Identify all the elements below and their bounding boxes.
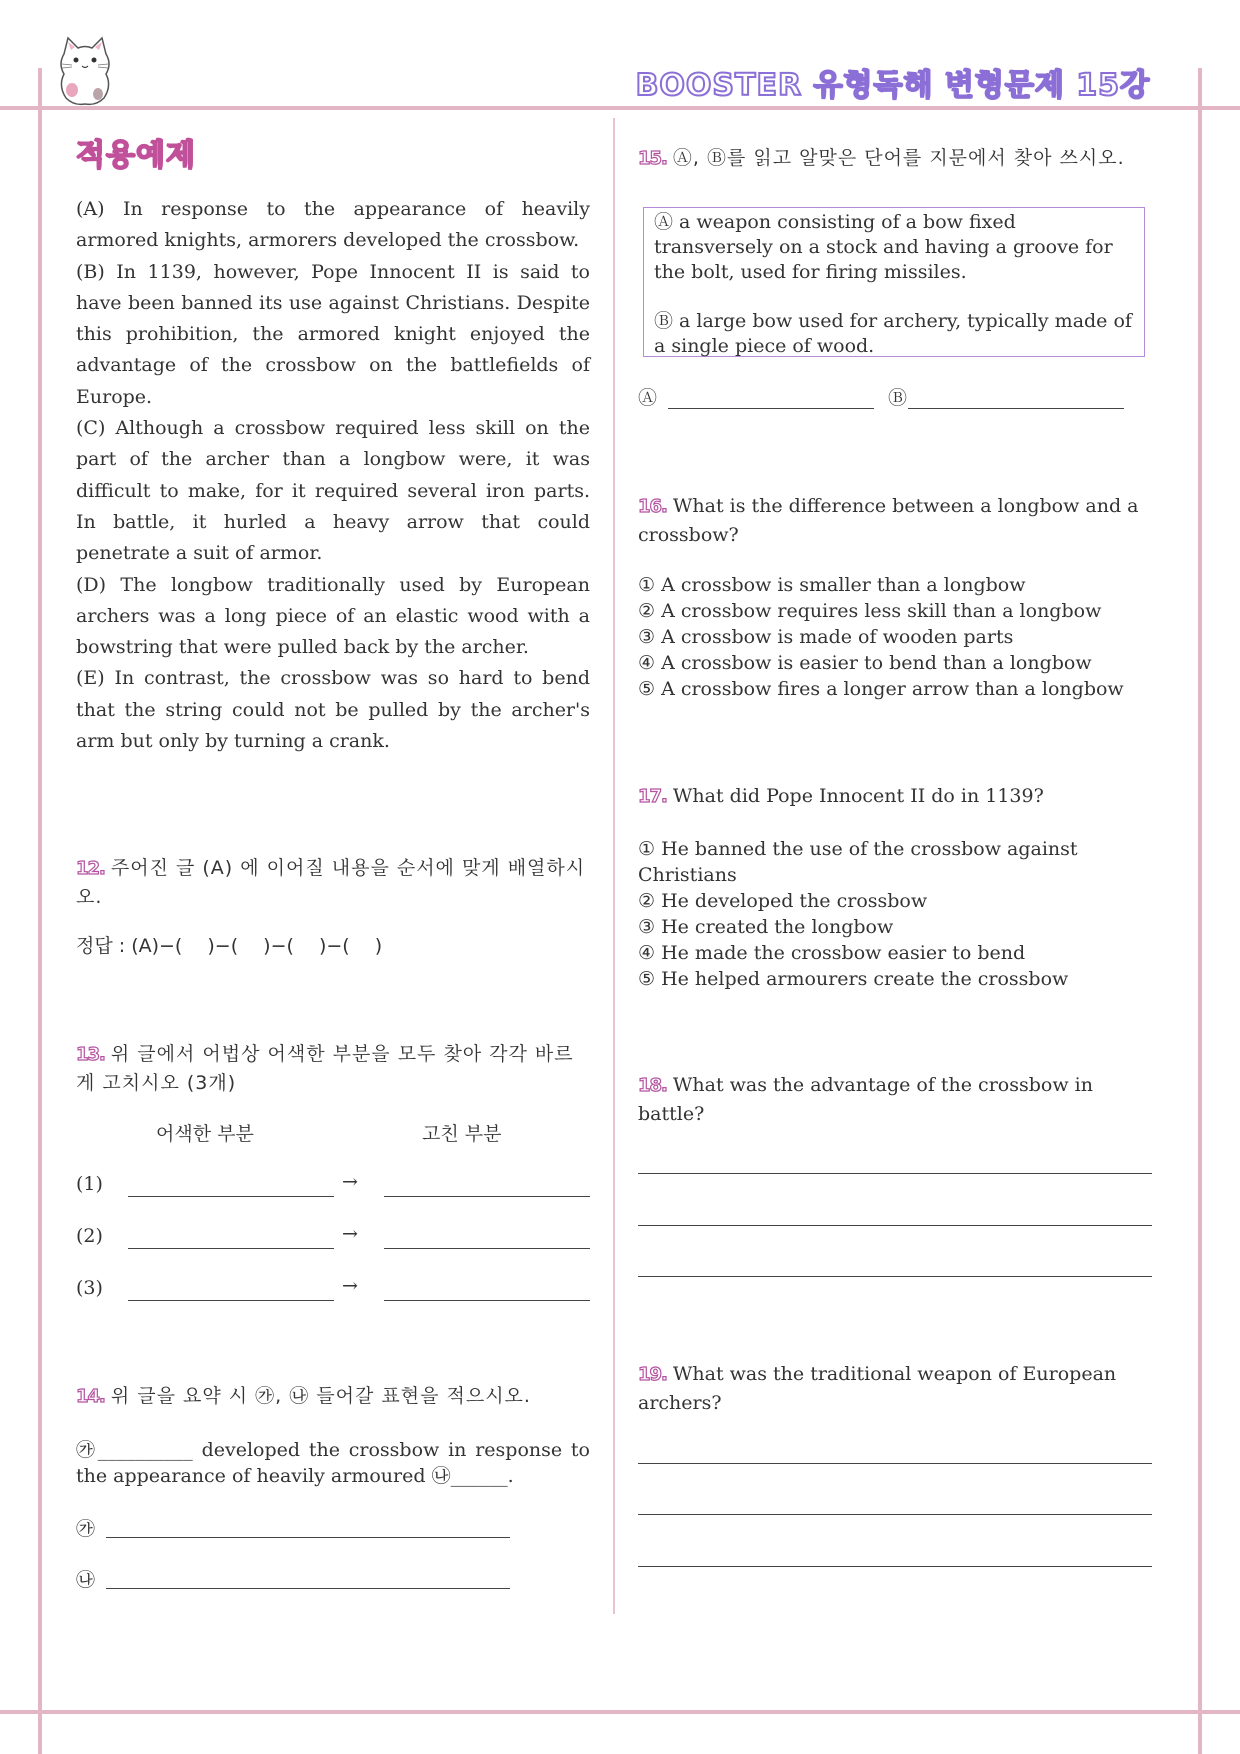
- question-text: What was the advantage of the crossbow in battle?: [638, 1074, 1093, 1125]
- question-text: What did Pope Innocent II do in 1139?: [672, 785, 1044, 807]
- definition-box: [643, 207, 1145, 357]
- reading-passage: [76, 194, 590, 757]
- choice-option[interactable]: ⑤ He helped armourers create the crossbow: [638, 968, 1069, 990]
- q13-row-label: (3): [76, 1277, 103, 1299]
- q18-answer-line[interactable]: [638, 1276, 1152, 1277]
- q13-column-wrong: 어색한 부분: [156, 1123, 254, 1145]
- choice-option[interactable]: ② A crossbow requires less skill than a longbow: [638, 600, 1102, 622]
- question-text: 주어진 글 (A) 에 이어질 내용을 순서에 맞게 배열하시오.: [76, 857, 586, 908]
- choice-option[interactable]: ① He banned the use of the crossbow against Christians: [638, 838, 1078, 886]
- question-number: 17.: [638, 786, 667, 807]
- frame-left-line: [38, 68, 42, 1754]
- passage-paragraph-d: (D) The longbow traditionally used by European archers was a long piece of an elastic wood with a bowstring that were pulled back by the archer.: [76, 573, 590, 659]
- q15-answer-b-blank[interactable]: [908, 408, 1124, 409]
- question-text: What was the traditional weapon of European archers?: [638, 1363, 1117, 1414]
- q18-answer-line[interactable]: [638, 1173, 1152, 1174]
- header-rule: [0, 106, 1240, 110]
- q15-label-b: Ⓑ: [888, 387, 908, 409]
- question-15: [638, 144, 1158, 173]
- choice-option[interactable]: ③ A crossbow is made of wooden parts: [638, 626, 1014, 648]
- arrow-icon: →: [342, 1171, 358, 1193]
- question-18: [638, 1071, 1118, 1128]
- choice-option[interactable]: ① A crossbow is smaller than a longbow: [638, 574, 1026, 596]
- question-number: 12.: [76, 858, 105, 879]
- question-number: 15.: [638, 148, 667, 169]
- q18-answer-line[interactable]: [638, 1225, 1152, 1226]
- cat-mascot-icon: [56, 34, 114, 106]
- q14-summary-sentence: ㉮__________ developed the crossbow in response to the appearance of heavily armoured ㉯______.: [76, 1439, 590, 1487]
- question-number: 19.: [638, 1364, 667, 1385]
- question-12: [76, 854, 590, 911]
- question-number: 14.: [76, 1386, 105, 1407]
- question-number: 13.: [76, 1044, 105, 1065]
- section-title: 적용예제: [76, 138, 196, 173]
- passage-paragraph-a: (A) In response to the appearance of heavily armored knights, armorers developed the crossbow.: [76, 198, 590, 252]
- choice-option[interactable]: ④ A crossbow is easier to bend than a longbow: [638, 652, 1092, 674]
- question-text: What is the difference between a longbow and a crossbow?: [638, 495, 1139, 546]
- question-number: 18.: [638, 1075, 667, 1096]
- choice-option[interactable]: ② He developed the crossbow: [638, 890, 928, 912]
- q13-row-label: (2): [76, 1225, 103, 1247]
- q13-fixed-blank[interactable]: [384, 1300, 590, 1301]
- q13-wrong-blank[interactable]: [128, 1300, 334, 1301]
- question-13: [76, 1040, 576, 1097]
- q14-answer-b-blank[interactable]: [106, 1588, 510, 1589]
- q16-choices: [638, 572, 1124, 702]
- choice-option[interactable]: ③ He created the longbow: [638, 916, 894, 938]
- q17-choices: [638, 836, 1098, 992]
- question-number: 16.: [638, 496, 667, 517]
- question-text: 위 글에서 어법상 어색한 부분을 모두 찾아 각각 바르게 고치시오 (3개): [76, 1043, 574, 1094]
- q19-answer-line[interactable]: [638, 1514, 1152, 1515]
- q14-answer-a-blank[interactable]: [106, 1537, 510, 1538]
- q13-wrong-blank[interactable]: [128, 1196, 334, 1197]
- question-text: 위 글을 요약 시 ㉮, ㉯ 들어갈 표현을 적으시오.: [110, 1385, 531, 1407]
- definition-a: Ⓐ a weapon consisting of a bow fixed transversely on a stock and having a groove for the bolt, used for firing missiles.: [654, 211, 1113, 283]
- q13-column-fixed: 고친 부분: [422, 1123, 502, 1145]
- arrow-icon: →: [342, 1223, 358, 1245]
- passage-paragraph-e: (E) In contrast, the crossbow was so hard to bend that the string could not be pulled by the archer's arm but only by turning a crank.: [76, 667, 590, 753]
- frame-right-line: [1198, 68, 1202, 1754]
- q13-fixed-blank[interactable]: [384, 1196, 590, 1197]
- question-14: [76, 1382, 590, 1411]
- question-text: Ⓐ, Ⓑ를 읽고 알맞은 단어를 지문에서 찾아 쓰시오.: [672, 147, 1125, 169]
- q15-label-a: Ⓐ: [638, 387, 658, 409]
- q19-answer-line[interactable]: [638, 1463, 1152, 1464]
- footer-rule: [0, 1710, 1240, 1714]
- arrow-icon: →: [342, 1275, 358, 1297]
- definition-b: Ⓑ a large bow used for archery, typically made of a single piece of wood.: [654, 310, 1132, 357]
- q15-answer-a-blank[interactable]: [668, 408, 874, 409]
- q13-wrong-blank[interactable]: [128, 1248, 334, 1249]
- column-divider: [613, 118, 615, 1614]
- passage-paragraph-b: (B) In 1139, however, Pope Innocent II is said to have been banned its use against Christians. Despite this prohibition, the armored knight enjoyed the advantage of the crossbow on the battlefields of Europe.: [76, 260, 590, 408]
- q14-label-a: ㉮: [76, 1518, 96, 1540]
- question-17: [638, 782, 1148, 811]
- q19-answer-line[interactable]: [638, 1566, 1152, 1567]
- header-title: BOOSTER 유형독해 변형문제 15강: [635, 68, 1150, 103]
- choice-option[interactable]: ④ He made the crossbow easier to bend: [638, 942, 1026, 964]
- question-16: [638, 492, 1148, 549]
- q12-answer-template[interactable]: 정답 : (A)−( )−( )−( )−( ): [76, 935, 383, 957]
- passage-paragraph-c: (C) Although a crossbow required less skill on the part of the archer than a longbow were, it was difficult to make, for it required several iron parts. In battle, it hurled a heavy arrow that could penetrate a suit of armor.: [76, 417, 590, 565]
- q13-fixed-blank[interactable]: [384, 1248, 590, 1249]
- choice-option[interactable]: ⑤ A crossbow fires a longer arrow than a longbow: [638, 678, 1124, 700]
- q14-label-b: ㉯: [76, 1569, 96, 1591]
- q13-row-label: (1): [76, 1173, 103, 1195]
- question-19: [638, 1360, 1118, 1417]
